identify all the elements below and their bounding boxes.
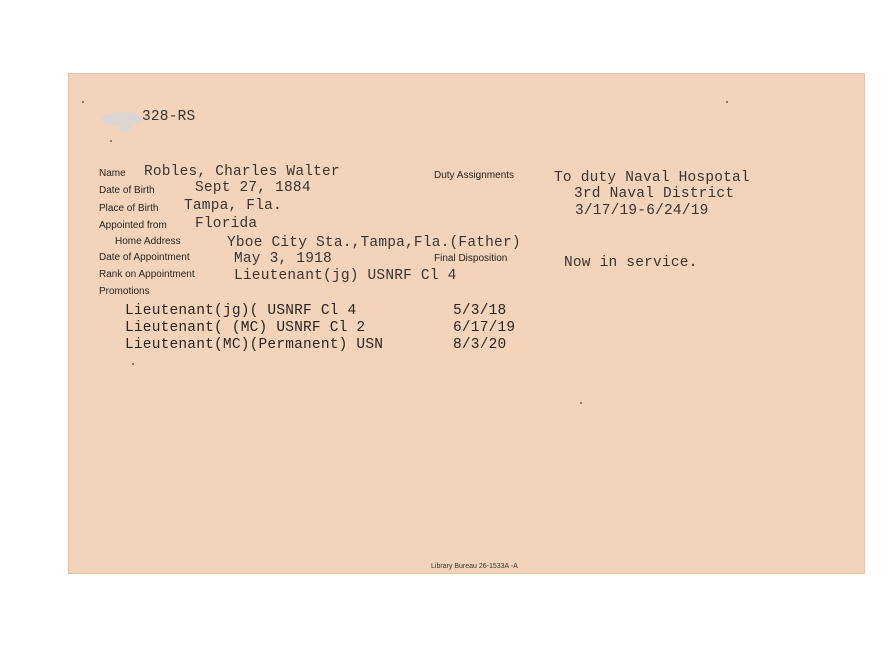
speck — [110, 140, 112, 142]
rank-on-appointment-value: Lieutenant(jg) USNRF Cl 4 — [234, 268, 457, 284]
service-record-card — [68, 73, 865, 574]
promotion-date-1: 5/3/18 — [453, 303, 507, 319]
duty-line-3: 3/17/19-6/24/19 — [575, 203, 709, 219]
promotion-rank-2: Lieutenant( (MC) USNRF Cl 2 — [125, 320, 366, 336]
pob-label: Place of Birth — [99, 203, 159, 214]
dob-label: Date of Birth — [99, 185, 155, 196]
final-disposition-label: Final Disposition — [434, 253, 508, 264]
promotion-date-3: 8/3/20 — [453, 337, 507, 353]
rank-on-appointment-label: Rank on Appointment — [99, 269, 195, 280]
speck — [580, 402, 582, 404]
promotion-rank-1: Lieutenant(jg)( USNRF Cl 4 — [125, 303, 357, 319]
printer-imprint: Library Bureau 26-1533A -A — [431, 563, 518, 570]
duty-line-1: To duty Naval Hospotal — [554, 170, 750, 186]
appointed-from-label: Appointed from — [99, 220, 167, 231]
final-disposition-value: Now in service. — [564, 255, 698, 271]
home-address-value: Yboe City Sta.,Tampa,Fla.(Father) — [227, 235, 521, 251]
name-label: Name — [99, 168, 126, 179]
home-address-label: Home Address — [115, 236, 181, 247]
appointed-from-value: Florida — [195, 216, 258, 232]
pob-value: Tampa, Fla. — [184, 198, 282, 214]
ink-smudge-small — [120, 123, 130, 133]
date-of-appointment-label: Date of Appointment — [99, 252, 190, 263]
speck — [132, 363, 134, 365]
speck — [82, 101, 84, 103]
promotion-rank-3: Lieutenant(MC)(Permanent) USN — [125, 337, 384, 353]
speck — [726, 101, 728, 103]
file-number: 328-RS — [142, 109, 196, 125]
promotions-label: Promotions — [99, 286, 150, 297]
date-of-appointment-value: May 3, 1918 — [234, 251, 332, 267]
duty-assignments-label: Duty Assignments — [434, 170, 515, 181]
name-value: Robles, Charles Walter — [144, 164, 340, 180]
dob-value: Sept 27, 1884 — [195, 180, 311, 196]
duty-line-2: 3rd Naval District — [574, 186, 735, 202]
promotion-date-2: 6/17/19 — [453, 320, 516, 336]
